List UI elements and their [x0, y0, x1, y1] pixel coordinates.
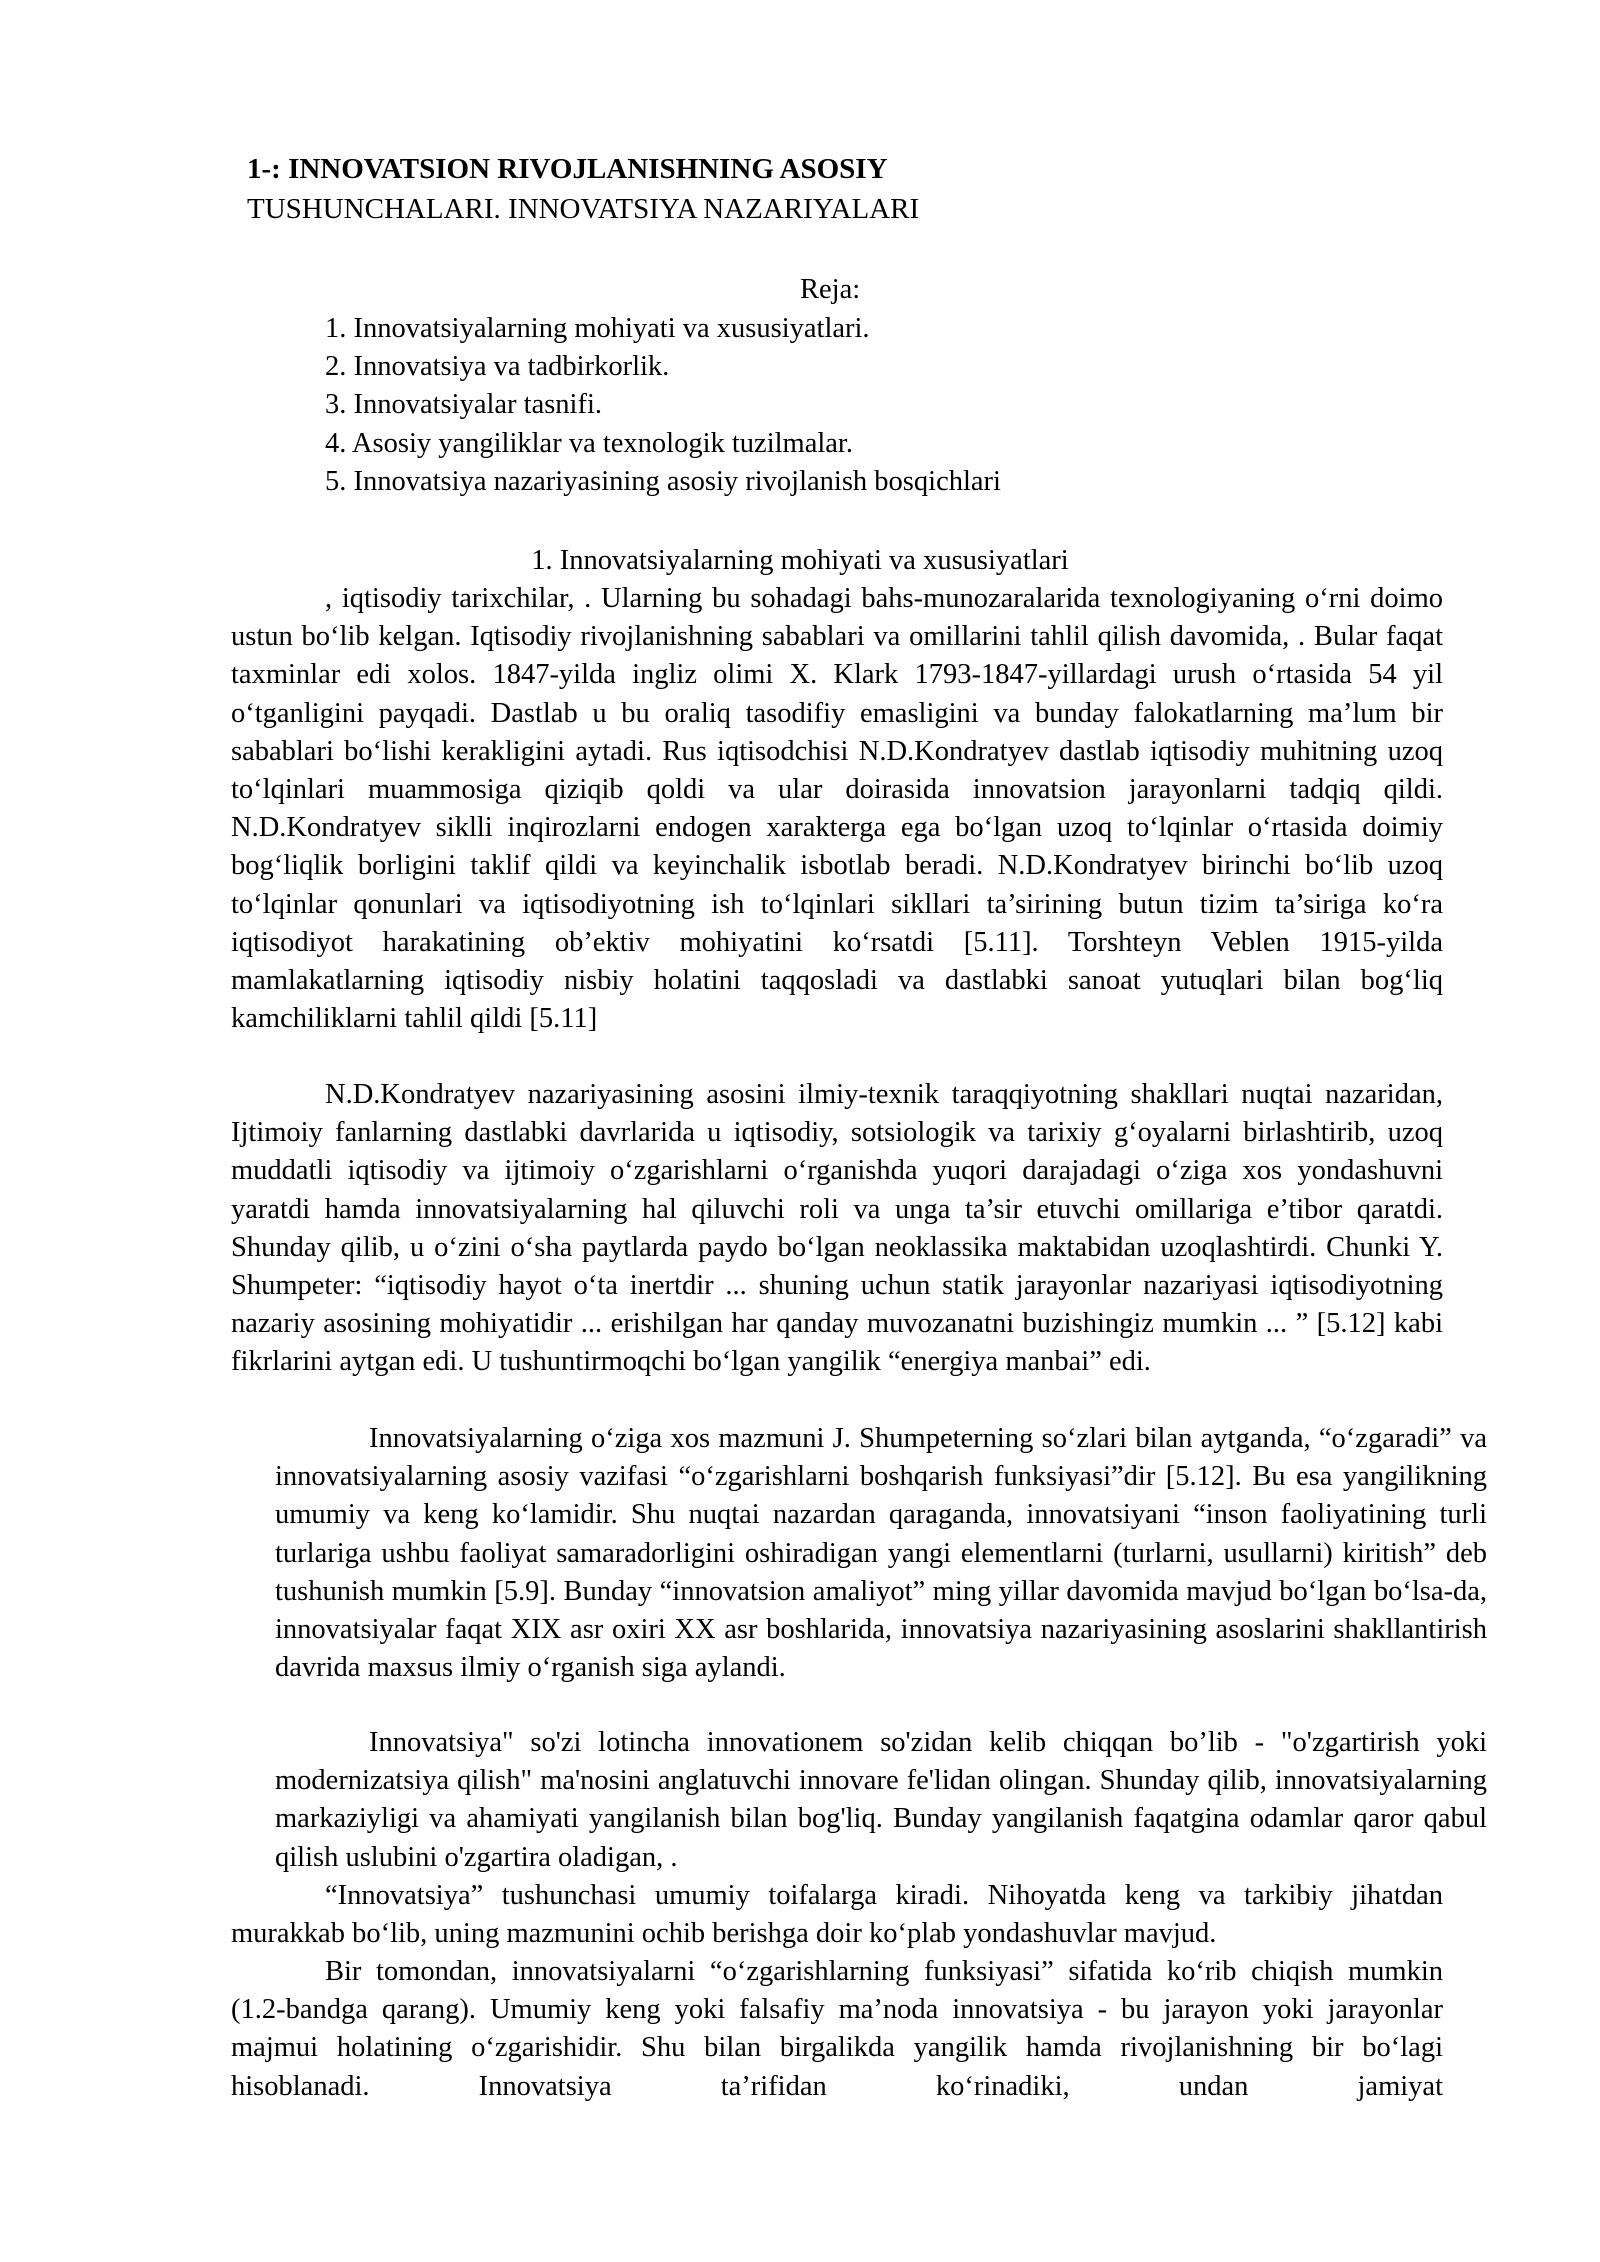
paragraph: N.D.Kondratyev nazariyasining asosini ilmiy-texnik taraqqiyotning shakllari nuqtai nazaridan, Ijtimoiy fanlarning dastlabki davrlarida u iqtisodiy, sotsiologik va tarixiy g‘oyalarni birlashtirib, uzoq muddatli iqtisodiy va ijtimoiy o‘zgarishlarni o‘rganishda yuqori darajadagi o‘ziga xos yondashuvni yaratdi hamda innovatsiyalarning hal qiluvchi roli va unga ta’sir etuvchi omillariga e’tibor qaratdi. Shunday qilib, u o‘zini o‘sha paytlarda paydo bo‘lgan neoklassika maktabidan uzoqlashtirdi. Chunki Y. Shumpeter: “iqtisodiy hayot o‘ta inertdir ... shuning uchun statik jarayonlar nazariyasi iqtisodiyotning nazariy asosining mohiyatidir ... erishilgan har qanday muvozanatni buzishingiz mumkin ... ” [5.12] kabi fikrlarini aytgan edi. U tushuntirmoqchi bo‘lgan yangilik “energiya manbai” edi. — [231, 1079, 1443, 1378]
chapter-title-bold: 1-: INNOVATSION RIVOJLANISHNING ASOSIY — [247, 153, 888, 185]
plan-item: 2. Innovatsiya va tadbirkorlik. — [325, 351, 670, 383]
paragraph: Innovatsiyalarning o‘ziga xos mazmuni J. Shumpeterning so‘zlari bilan aytganda, “o‘zgaradi” va innovatsiyalarning asosiy vazifasi “o‘zgarishlarni boshqarish funksiyasi”dir [5.12]. Bu esa yangilikning umumiy va keng ko‘lamidir. Shu nuqtai nazardan qaraganda, innovatsiyani “inson faoliyatining turli turlariga ushbu faoliyat samaradorligini oshiradigan yangi elementlarni (turlarni, usullarni) kiritish” deb tushunish mumkin [5.9]. Bunday “innovatsion amaliyot” ming yillar davomida mavjud bo‘lgan bo‘lsa-da, innovatsiyalar faqat XIX asr oxiri XX asr boshlarida, innovatsiya nazariyasining asoslarini shakllantirish davrida maxsus ilmiy o‘rganish siga aylandi. — [275, 1423, 1487, 1684]
plan-item: 1. Innovatsiyalarning mohiyati va xususiyatlari. — [325, 313, 870, 344]
plan-item: 5. Innovatsiya nazariyasining asosiy rivojlanish bosqichlari — [325, 465, 1001, 497]
chapter-title-subtitle: TUSHUNCHALARI. INNOVATSIYA NAZARIYALARI — [247, 193, 920, 225]
paragraph: “Innovatsiya” tushunchasi umumiy toifalarga kiradi. Nihoyatda keng va tarkibiy jihatdan murakkab bo‘lib, uning mazmunini ochib berishga doir ko‘plab yondashuvlar mavjud. — [231, 1880, 1443, 1950]
plan-label: Reja: — [800, 274, 861, 305]
paragraph: Bir tomondan, innovatsiyalarni “o‘zgarishlarning funksiyasi” sifatida ko‘rib chiqish mumkin (1.2-bandga qarang). Umumiy keng yoki falsafiy ma’noda innovatsiya - bu jarayon yoki jarayonlar majmui holatining o‘zgarishidir. Shu bilan birgalikda yangilik hamda rivojlanishning bir bo‘lagi hisoblanadi. Innovatsiya ta’rifidan ko‘rinadiki, undan jamiyat — [231, 1956, 1443, 2102]
plan-item: 4. Asosiy yangiliklar va texnologik tuzilmalar. — [325, 427, 853, 459]
paragraph: Innovatsiya" so'zi lotincha innovationem so'zidan kelib chiqqan bo’lib - "o'zgartirish yoki modernizatsiya qilish" ma'nosini anglatuvchi innovare fe'lidan olingan. Shunday qilib, innovatsiyalarning markaziyligi va ahamiyati yangilanish bilan bog'liq. Bunday yangilanish faqatgina odamlar qaror qabul qilish uslubini o'zgartira oladigan, . — [275, 1727, 1487, 1873]
section-heading: 1. Innovatsiyalarning mohiyati va xususiyatlari — [531, 545, 1069, 576]
paragraph: , iqtisodiy tarixchilar, . Ularning bu sohadagi bahs-munozaralarida texnologiyaning o‘rni doimo ustun bo‘lib kelgan. Iqtisodiy rivojlanishning sabablari va omillarini tahlil qilish davomida, . Bular faqat taxminlar edi xolos. 1847-yilda ingliz olimi X. Klark 1793-1847-yillardagi urush o‘rtasida 54 yil o‘tganligini payqadi. Dastlab u bu oraliq tasodifiy emasligini va bunday falokatlarning ma’lum bir sabablari bo‘lishi kerakligini aytadi. Rus iqtisodchisi N.D.Kondratyev dastlab iqtisodiy muhitning uzoq to‘lqinlari muammosiga qiziqib qoldi va ular doirasida innovatsion jarayonlarni tadqiq qildi. N.D.Kondratyev siklli inqirozlarni endogen xarakterga ega bo‘lgan uzoq to‘lqinlar o‘rtasida doimiy bog‘liqlik borligini taklif qildi va keyinchalik isbotlab beradi. N.D.Kondratyev birinchi bo‘lib uzoq to‘lqinlar qonunlari va iqtisodiyotning ish to‘lqinlari sikllari ta’sirining butun tizim ta’siriga ko‘ra iqtisodiyot harakatining ob’ektiv mohiyatini ko‘rsatdi [5.11]. Torshteyn Veblen 1915-yilda mamlakatlarning iqtisodiy nisbiy holatini taqqosladi va dastlabki sanoat yutuqlari bilan bog‘liq kamchiliklarni tahlil qildi [5.11] — [231, 583, 1443, 1035]
plan-list — [325, 310, 1001, 501]
plan-item: 3. Innovatsiyalar tasnifi. — [325, 389, 603, 421]
